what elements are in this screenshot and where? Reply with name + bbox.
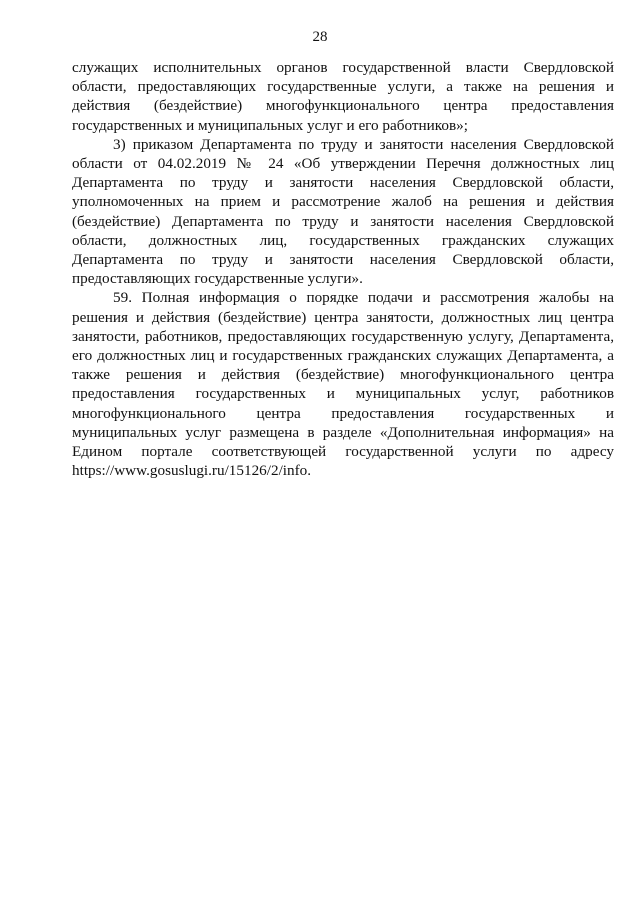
paragraph-item-3: 3) приказом Департамента по труду и занятости населения Свердловской области от 04.02.2019 № 24 «Об утверждении Перечня должностных лиц Департамента по труду и занятости населения Свердловской области, уполномоченных на прием и рассмотрение жалоб на решения и действия (бездействие) Департамента по труду и занятости населения Свердловской области, должностных лиц, государственных гражданских служащих Департамента по труду и занятости населения Свердловской области, предоставляющих государственные услуги».: [72, 135, 614, 288]
page-number: 28: [312, 29, 328, 45]
paragraph-continuation: служащих исполнительных органов государственной власти Свердловской области, предоставляющих государственные услуги, а также на решения и действия (бездействие) многофункционального центра предоставления государственных и муниципальных услуг и его работников»;: [72, 59, 614, 134]
paragraph-item-59: 59. Полная информация о порядке подачи и рассмотрения жалобы на решения и действия (бездействие) центра занятости, должностных лиц центра занятости, работников, предоставляющих государственную услугу, Департамента, его должностных лиц и государственных гражданских служащих Департамента, а также решения и действия (бездействие) многофункционального центра предоставления государственных и муниципальных услуг, работников многофункционального центра предоставления государственных и муниципальных услуг размещена в разделе «Дополнительная информация» на Едином портале соответствующей государственной услуги по адресу https://www.gosuslugi.ru/15126/2/info.: [72, 289, 614, 480]
document-body: [72, 58, 614, 480]
